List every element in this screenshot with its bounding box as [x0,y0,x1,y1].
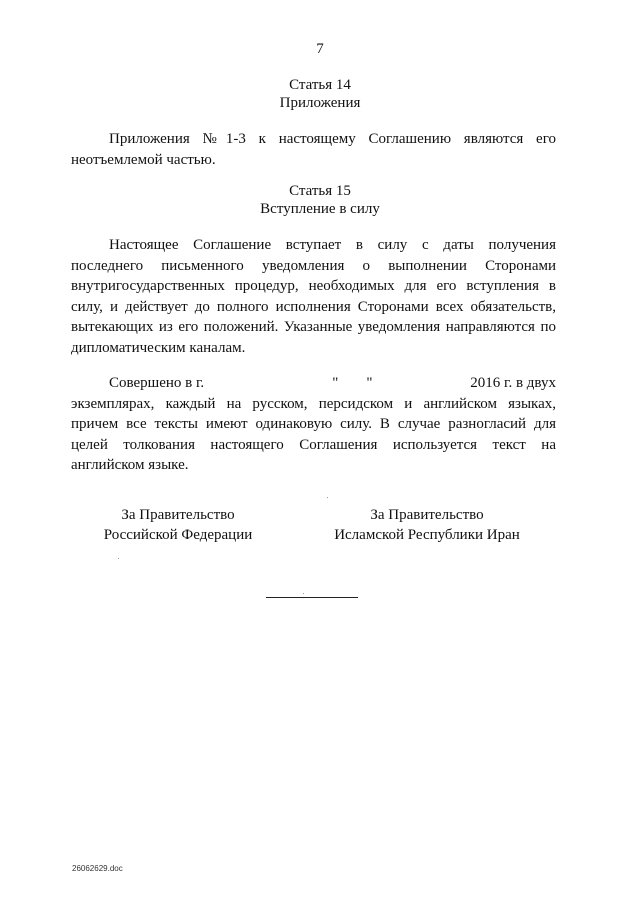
article-14-paragraph [71,129,556,170]
paragraph-line: причем все тексты имеют одинаковую силу. В случае разногласий для [71,416,556,432]
article-15-title: Вступление в силу [260,201,380,217]
page-number: 7 [316,41,324,57]
done-quote-close: " [366,375,373,391]
paragraph-line: Настоящее Соглашение вступает в силу с даты получения [109,237,556,253]
done-first-line [71,373,556,394]
paragraph-line: целей толкования настоящего Соглашения используется текст на [71,436,556,453]
signature-line-1: За Правительство [121,507,235,523]
article-15-paragraph [71,235,556,358]
end-divider-line [266,597,358,598]
done-start-text: Совершено в г. [109,375,205,391]
signature-line-2: Российской Федерации [103,527,253,543]
done-year-text: 2016 г. в двух [470,375,556,391]
paragraph-line: вытекающих из его положений. Указанные уведомления направляются по [71,319,556,335]
done-quote-open: " [332,375,339,391]
signature-block-iran [317,505,537,545]
paragraph-line: силу, и действует до полного исполнения Сторонами всех обязательств, [71,298,556,315]
paragraph-line: внутригосударственных процедур, необходимых для его вступления в [71,278,556,294]
signature-line-1: За Правительство [370,507,484,523]
signature-block-russia [86,505,270,545]
article-15-number: Статья 15 [289,183,351,199]
signature-line-2: Исламской Республики Иран [334,527,520,543]
paragraph-line: Приложения №1-3 к настоящему Соглашению являются его [109,131,556,147]
scan-speck [303,593,304,594]
scan-speck [118,558,119,559]
paragraph-line: последнего письменного уведомления о выполнении Сторонами [71,257,556,274]
paragraph-line: английском языке. [71,457,189,473]
paragraph-line: дипломатическим каналам. [71,339,246,356]
scan-speck [327,497,328,498]
article-14-title: Приложения [279,95,361,111]
article-14-number: Статья 14 [289,77,351,93]
paragraph-line: экземплярах, каждый на русском, персидском и английском языках, [71,395,556,412]
done-paragraph [71,373,556,476]
document-file-reference: 26062629.doc [72,864,123,873]
paragraph-line: неотъемлемой частью. [71,151,216,168]
